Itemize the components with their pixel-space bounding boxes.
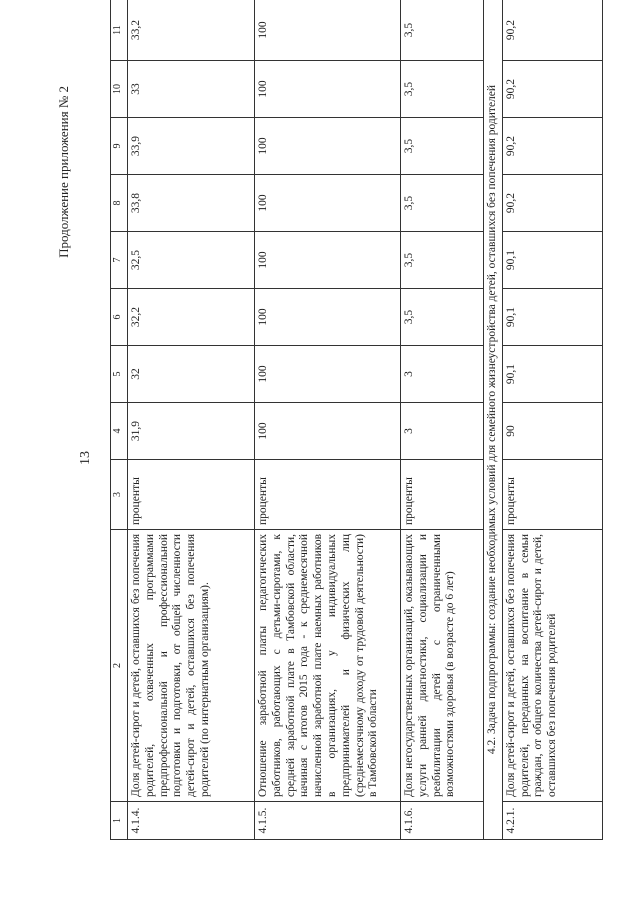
- row-value: 100: [255, 346, 401, 403]
- row-value: 3,5: [401, 118, 484, 175]
- header-cell: 4: [111, 403, 128, 460]
- row-value: 3,5: [401, 61, 484, 118]
- row-value: 33,9: [128, 118, 255, 175]
- row-value: 90,2: [502, 175, 602, 232]
- row-value: 100: [255, 403, 401, 460]
- row-value: 33,8: [128, 175, 255, 232]
- row-description: Доля детей-сирот и детей, оставшихся без попечения родителей, охваченных программами предпрофессиональной и профессиональной подготовки и подготовки, от общей численности детей-сирот и детей, оставшихся без попечения родителей (по интернатным организациям).: [128, 530, 255, 802]
- row-value: 3,5: [401, 232, 484, 289]
- row-value: 100: [255, 175, 401, 232]
- header-cell: 9: [111, 118, 128, 175]
- row-unit: проценты: [401, 460, 484, 530]
- row-value: 90: [502, 403, 602, 460]
- indicator-table: [110, 0, 603, 840]
- row-value: 31,9: [128, 403, 255, 460]
- table-row: [502, 0, 602, 840]
- header-cell: 2: [111, 530, 128, 802]
- header-cell: 10: [111, 61, 128, 118]
- row-number: 4.1.4.: [128, 802, 255, 840]
- table-row: [255, 0, 401, 840]
- row-value: 90,1: [502, 232, 602, 289]
- row-value: 100: [255, 61, 401, 118]
- row-value: 100: [255, 289, 401, 346]
- header-cell: 5: [111, 346, 128, 403]
- row-value: 3,5: [401, 289, 484, 346]
- row-value: 90,2: [502, 0, 602, 61]
- row-number: 4.1.6.: [401, 802, 484, 840]
- appendix-note: Продолжение приложения № 2: [56, 86, 71, 258]
- row-value: 3,5: [401, 175, 484, 232]
- header-row: [111, 0, 128, 840]
- row-value: 3,5: [401, 0, 484, 61]
- subtask-row: [484, 0, 503, 840]
- row-description: Доля детей-сирот и детей, оставшихся без попечения родителей, переданных на воспитание в семьи граждан, от общего количества детей-сирот и детей, оставшихся без попечения родителей: [502, 530, 602, 802]
- row-description: Отношение заработной платы педагогических работников, работающих с детьми-сиротами, к средней заработной плате в Тамбовской области, начиная с итогов 2015 года - к среднемесячной начисленной заработной плате наемных работников в организациях, у индивидуальных предпринимателей и физических лиц (среднемесячному доходу от трудовой деятельности) в Тамбовской области: [255, 530, 401, 802]
- row-unit: проценты: [128, 460, 255, 530]
- row-value: 32,5: [128, 232, 255, 289]
- row-value: 33: [128, 61, 255, 118]
- row-value: 90,1: [502, 346, 602, 403]
- row-description: Доля негосударственных организаций, оказывающих услуги ранней диагностики, социализации и реабилитации детей с ограниченными возможностями здоровья (в возрасте до 6 лет): [401, 530, 484, 802]
- row-number: 4.2.1.: [502, 802, 602, 840]
- table-row: [401, 0, 484, 840]
- subtask-heading: 4.2. Задача подпрограммы: создание необходимых условий для семейного жизнеустройства детей, оставшихся без попечения родителей: [484, 0, 503, 840]
- row-value: 90,2: [502, 61, 602, 118]
- header-cell: 7: [111, 232, 128, 289]
- row-unit: проценты: [255, 460, 401, 530]
- row-value: 32: [128, 346, 255, 403]
- row-value: 32,2: [128, 289, 255, 346]
- row-value: 100: [255, 118, 401, 175]
- header-cell: 1: [111, 802, 128, 840]
- header-cell: 6: [111, 289, 128, 346]
- header-cell: 8: [111, 175, 128, 232]
- row-value: 90,1: [502, 289, 602, 346]
- row-value: 90,2: [502, 118, 602, 175]
- header-cell: 11: [111, 0, 128, 61]
- table-row: [128, 0, 255, 840]
- header-cell: 3: [111, 460, 128, 530]
- row-number: 4.1.5.: [255, 802, 401, 840]
- page-number: 13: [78, 451, 93, 465]
- row-value: 33,2: [128, 0, 255, 61]
- row-value: 100: [255, 232, 401, 289]
- row-value: 3: [401, 346, 484, 403]
- row-value: 100: [255, 0, 401, 61]
- row-unit: проценты: [502, 460, 602, 530]
- row-value: 3: [401, 403, 484, 460]
